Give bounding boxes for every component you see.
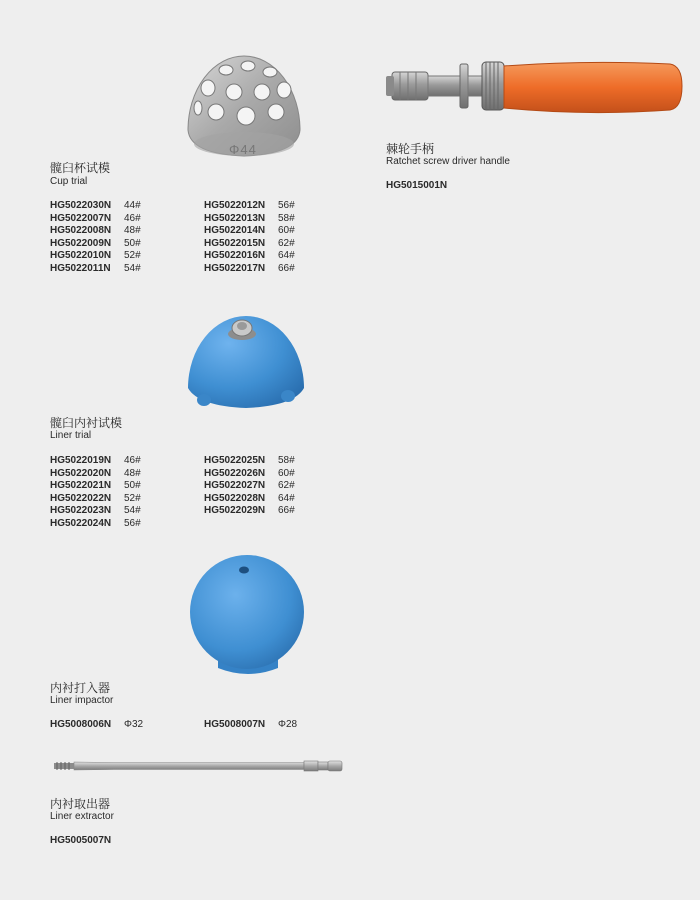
product-size: 60# bbox=[278, 225, 295, 237]
product-size: Φ32 bbox=[124, 719, 144, 730]
ratchet-handle-code bbox=[386, 180, 460, 193]
code-row bbox=[204, 238, 295, 251]
code-row bbox=[204, 505, 295, 518]
cup-trial-title-cn: 髋臼杯试模 bbox=[50, 161, 111, 175]
product-size: 58# bbox=[278, 212, 295, 224]
liner-trial-title-cn: 髋臼内衬试模 bbox=[50, 416, 123, 430]
product-code: HG5022010N bbox=[50, 250, 112, 262]
product-code: HG5022017N bbox=[204, 262, 266, 274]
code-row bbox=[50, 213, 141, 226]
product-size: 62# bbox=[278, 237, 295, 249]
code-row bbox=[50, 518, 141, 531]
product-size: 46# bbox=[124, 212, 141, 224]
code-row bbox=[204, 200, 295, 213]
product-code: HG5022009N bbox=[50, 237, 112, 249]
product-code: HG5022012N bbox=[204, 200, 266, 211]
product-size: 48# bbox=[124, 467, 141, 479]
product-size: 50# bbox=[124, 237, 141, 249]
liner-impactor-code-1 bbox=[50, 719, 143, 732]
code-row bbox=[50, 250, 141, 263]
ratchet-handle-title-en: Ratchet screw driver handle bbox=[386, 156, 510, 167]
liner-extractor-title-cn: 内衬取出器 bbox=[50, 797, 111, 811]
code-row bbox=[50, 200, 141, 213]
liner-extractor-title-en: Liner extractor bbox=[50, 811, 114, 822]
code-row bbox=[50, 480, 141, 493]
product-code: HG5015001N bbox=[386, 180, 448, 191]
product-size: 56# bbox=[278, 200, 295, 211]
code-row bbox=[50, 468, 141, 481]
code-row bbox=[204, 225, 295, 238]
product-size: 48# bbox=[124, 225, 141, 237]
code-row bbox=[50, 493, 141, 506]
product-code: HG5022022N bbox=[50, 492, 112, 504]
product-size: 60# bbox=[278, 467, 295, 479]
product-size: 52# bbox=[124, 492, 141, 504]
product-code: HG5022026N bbox=[204, 467, 266, 479]
product-size: 62# bbox=[278, 480, 295, 492]
product-code: HG5008007N bbox=[204, 719, 266, 730]
product-size: 58# bbox=[278, 455, 295, 466]
code-row bbox=[204, 263, 295, 276]
product-size: 44# bbox=[124, 200, 141, 211]
product-code: HG5022019N bbox=[50, 455, 112, 466]
code-row bbox=[50, 719, 143, 732]
liner-trial-image bbox=[184, 308, 308, 412]
cup-trial-codes-right bbox=[204, 200, 295, 276]
cup-trial-engraving: Φ44 bbox=[229, 142, 257, 157]
product-size: 64# bbox=[278, 250, 295, 262]
product-code: HG5022030N bbox=[50, 200, 112, 211]
product-code: HG5022016N bbox=[204, 250, 266, 262]
code-row bbox=[50, 505, 141, 518]
product-size: 52# bbox=[124, 250, 141, 262]
code-row bbox=[50, 455, 141, 468]
liner-extractor-code bbox=[50, 835, 124, 848]
product-code: HG5022008N bbox=[50, 225, 112, 237]
code-row bbox=[204, 480, 295, 493]
liner-impactor-title-en: Liner impactor bbox=[50, 695, 114, 706]
product-size: 56# bbox=[124, 517, 141, 529]
code-row bbox=[204, 213, 295, 226]
code-row bbox=[50, 238, 141, 251]
code-row bbox=[204, 468, 295, 481]
liner-trial-codes-left bbox=[50, 455, 141, 531]
product-size: 66# bbox=[278, 262, 295, 274]
product-code: HG5022015N bbox=[204, 237, 266, 249]
liner-impactor-title-cn: 内衬打入器 bbox=[50, 681, 111, 695]
liner-impactor-code-2 bbox=[204, 719, 297, 732]
product-code: HG5022011N bbox=[50, 262, 111, 274]
liner-extractor-image bbox=[54, 756, 344, 776]
product-code: HG5022027N bbox=[204, 480, 266, 492]
product-code: HG5022020N bbox=[50, 467, 112, 479]
product-size: 50# bbox=[124, 480, 141, 492]
product-code: HG5022021N bbox=[50, 480, 112, 492]
product-size: 66# bbox=[278, 505, 295, 517]
code-row bbox=[204, 719, 297, 732]
product-size: Φ28 bbox=[278, 719, 298, 730]
code-row bbox=[204, 455, 295, 468]
code-row bbox=[50, 263, 141, 276]
product-code: HG5022029N bbox=[204, 505, 266, 517]
product-size: 64# bbox=[278, 492, 295, 504]
code-row bbox=[50, 225, 141, 238]
liner-trial-title-en: Liner trial bbox=[50, 430, 92, 441]
ratchet-handle-title-cn: 棘轮手柄 bbox=[386, 142, 435, 156]
product-code: HG5022024N bbox=[50, 517, 112, 529]
code-row bbox=[204, 493, 295, 506]
product-code: HG5005007N bbox=[50, 835, 112, 846]
product-code: HG5008006N bbox=[50, 719, 112, 730]
code-row bbox=[204, 250, 295, 263]
product-size: 46# bbox=[124, 455, 141, 466]
liner-impactor-image bbox=[186, 554, 310, 682]
product-code: HG5022014N bbox=[204, 225, 266, 237]
cup-trial-title-en: Cup trial bbox=[50, 176, 88, 187]
cup-trial-codes-left bbox=[50, 200, 141, 276]
product-code: HG5022025N bbox=[204, 455, 266, 466]
ratchet-handle-image bbox=[386, 58, 686, 120]
liner-trial-codes-right bbox=[204, 455, 295, 518]
product-code: HG5022023N bbox=[50, 505, 112, 517]
product-code: HG5022028N bbox=[204, 492, 266, 504]
product-code: HG5022013N bbox=[204, 212, 266, 224]
product-size: 54# bbox=[124, 505, 141, 517]
product-size: 54# bbox=[124, 262, 141, 274]
product-code: HG5022007N bbox=[50, 212, 112, 224]
